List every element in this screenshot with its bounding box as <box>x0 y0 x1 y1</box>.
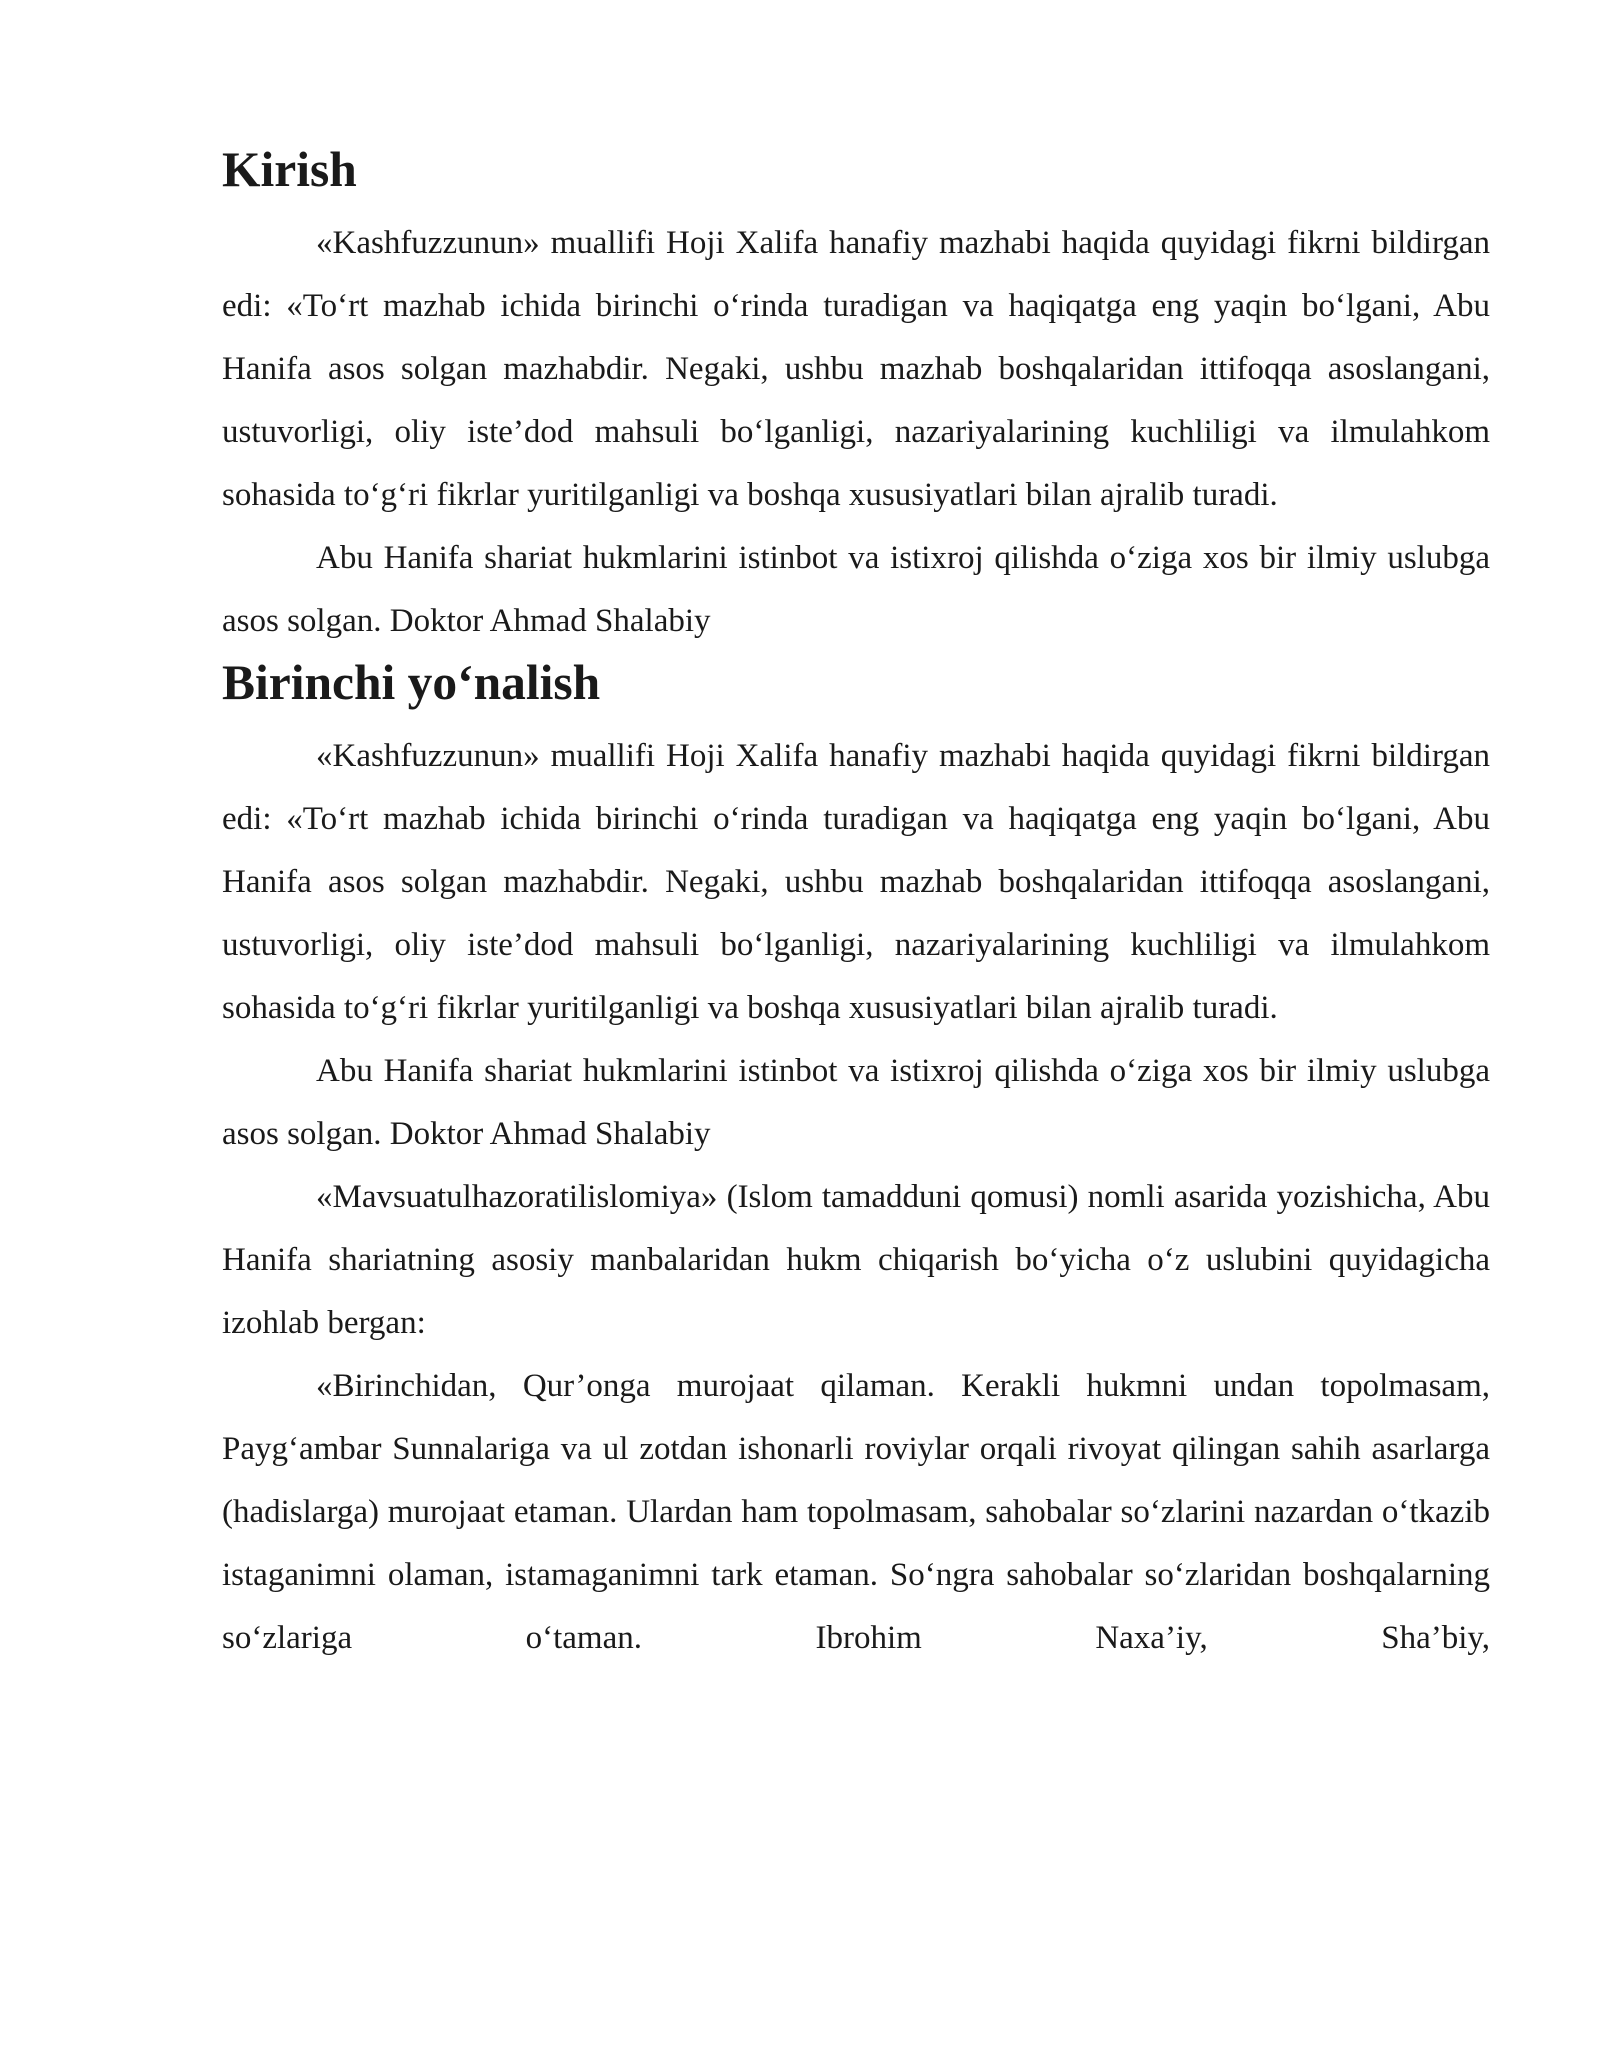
section-heading-birinchi-yonalish: Birinchi yo‘nalish <box>222 655 601 710</box>
section-heading-kirish: Kirish <box>222 142 357 197</box>
paragraph-continues: «Birinchidan, Qur’onga murojaat qilaman. Kerakli hukmni undan topolmasam, Payg‘ambar Sunnalariga va ul zotdan ishonarli roviylar orqali rivoyat qilingan sahih asarlarga (hadislarga) murojaat etaman. Ulardan ham topolmasam, sahobalar so‘zlarini nazardan o‘tkazib istaganimni olaman, istamaganimni tark etaman. So‘ngra sahobalar so‘zlaridan boshqalarning so‘zlariga o‘taman. Ibrohim Naxa’iy, Sha’biy, <box>222 1368 1490 1656</box>
paragraph: «Kashfuzzunun» muallifi Hoji Xalifa hanafiy mazhabi haqida quyidagi fikrni bildirgan edi: «To‘rt mazhab ichida birinchi o‘rinda turadigan va haqiqatga eng yaqin bo‘lgani, Abu Hanifa asos solgan mazhabdir. Negaki, ushbu mazhab boshqalaridan ittifoqqa asoslangani, ustuvorligi, oliy iste’dod mahsuli bo‘lganligi, nazariyalarining kuchliligi va ilmulahkom sohasida to‘g‘ri fikrlar yuritilganligi va boshqa xususiyatlari bilan ajralib turadi. <box>222 738 1490 1026</box>
paragraph: Abu Hanifa shariat hukmlarini istinbot va istixroj qilishda o‘ziga xos bir ilmiy uslubga asos solgan. Doktor Ahmad Shalabiy <box>222 540 1490 639</box>
document-page <box>222 140 1490 1670</box>
paragraph: «Kashfuzzunun» muallifi Hoji Xalifa hanafiy mazhabi haqida quyidagi fikrni bildirgan edi: «To‘rt mazhab ichida birinchi o‘rinda turadigan va haqiqatga eng yaqin bo‘lgani, Abu Hanifa asos solgan mazhabdir. Negaki, ushbu mazhab boshqalaridan ittifoqqa asoslangani, ustuvorligi, oliy iste’dod mahsuli bo‘lganligi, nazariyalarining kuchliligi va ilmulahkom sohasida to‘g‘ri fikrlar yuritilganligi va boshqa xususiyatlari bilan ajralib turadi. <box>222 225 1490 513</box>
paragraph: «Mavsuatulhazoratilislomiya» (Islom tamadduni qomusi) nomli asarida yozishicha, Abu Hanifa shariatning asosiy manbalaridan hukm chiqarish bo‘yicha o‘z uslubini quyidagicha izohlab bergan: <box>222 1179 1490 1341</box>
paragraph: Abu Hanifa shariat hukmlarini istinbot va istixroj qilishda o‘ziga xos bir ilmiy uslubga asos solgan. Doktor Ahmad Shalabiy <box>222 1053 1490 1152</box>
